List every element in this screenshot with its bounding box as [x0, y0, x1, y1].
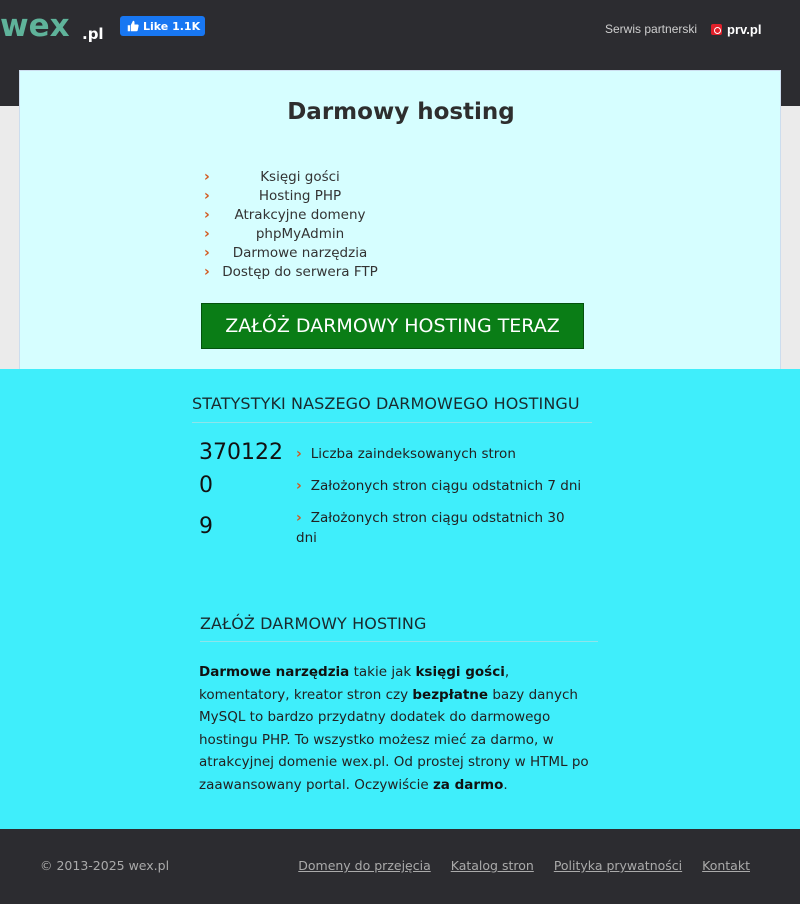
- stat-label-indexed: › Liczba zaindeksowanych stron: [296, 446, 516, 462]
- stat-label-7-days: › Założonych stron ciągu odstatnich 7 dni: [296, 478, 582, 494]
- stats-section: [0, 369, 800, 829]
- list-item: › Księgi gości: [204, 169, 340, 185]
- stat-value-indexed: 370122: [199, 440, 283, 465]
- partner-label: Serwis partnerski: [605, 22, 698, 36]
- divider: [200, 641, 598, 642]
- chevron-right-icon: ›: [296, 478, 302, 494]
- chevron-right-icon: ›: [204, 188, 210, 204]
- facebook-like-label: Like 1.1K: [143, 19, 201, 33]
- chevron-right-icon: ›: [204, 207, 210, 223]
- chevron-right-icon: ›: [204, 169, 210, 185]
- footer-link-contact[interactable]: Kontakt: [702, 858, 750, 873]
- footer-links: [298, 858, 750, 873]
- copyright: © 2013-2025 wex.pl: [40, 858, 170, 873]
- footer-link-privacy[interactable]: Polityka prywatności: [553, 858, 683, 873]
- list-item: › Dostęp do serwera FTP: [204, 264, 378, 280]
- site-logo[interactable]: wex: [0, 8, 70, 44]
- footer-link-domains[interactable]: Domeny do przejęcia: [298, 858, 431, 873]
- signup-title: ZAŁÓŻ DARMOWY HOSTING: [200, 614, 427, 633]
- list-item: › Darmowe narzędzia: [204, 245, 368, 261]
- site-logo-tld[interactable]: .pl: [82, 25, 104, 43]
- partner-link[interactable]: [711, 22, 761, 37]
- stat-value-7-days: 0: [199, 473, 213, 498]
- feature-list: [204, 168, 380, 282]
- footer: [0, 829, 800, 904]
- hero-panel: [19, 70, 781, 370]
- signup-paragraph: Darmowe narzędzia takie jak księgi gości, komentatory, kreator stron czy bezpłatne bazy danych MySQL to bardzo przydatny dodatek do darmowego hostingu PHP. To wszystko możesz mieć za darmo, w atrakcyjnej domenie wex.pl. Od prostej strony w HTML po zaawansowany portal. Oczywiście za darmo.: [199, 664, 589, 793]
- list-item: › Hosting PHP: [204, 188, 342, 204]
- stat-value-30-days: 9: [199, 514, 213, 539]
- stat-label-30-days: › Założonych stron ciągu odstatnich 30 dni: [296, 510, 565, 546]
- thumbs-up-icon: [127, 20, 139, 32]
- chevron-right-icon: ›: [296, 510, 302, 526]
- footer-link-catalog[interactable]: Katalog stron: [450, 858, 534, 873]
- prv-logo-icon: [711, 24, 722, 35]
- chevron-right-icon: ›: [204, 245, 210, 261]
- list-item: › phpMyAdmin: [204, 226, 345, 242]
- page-title: Darmowy hosting: [287, 99, 515, 125]
- chevron-right-icon: ›: [204, 264, 210, 280]
- chevron-right-icon: ›: [204, 226, 210, 242]
- partner-name: prv.pl: [727, 22, 762, 37]
- facebook-like-button[interactable]: [120, 16, 205, 36]
- list-item: › Atrakcyjne domeny: [204, 207, 366, 223]
- create-hosting-button[interactable]: ZAŁÓŻ DARMOWY HOSTING TERAZ: [201, 303, 584, 349]
- divider: [192, 422, 592, 423]
- chevron-right-icon: ›: [296, 446, 302, 462]
- stats-title: STATYSTYKI NASZEGO DARMOWEGO HOSTINGU: [192, 394, 580, 413]
